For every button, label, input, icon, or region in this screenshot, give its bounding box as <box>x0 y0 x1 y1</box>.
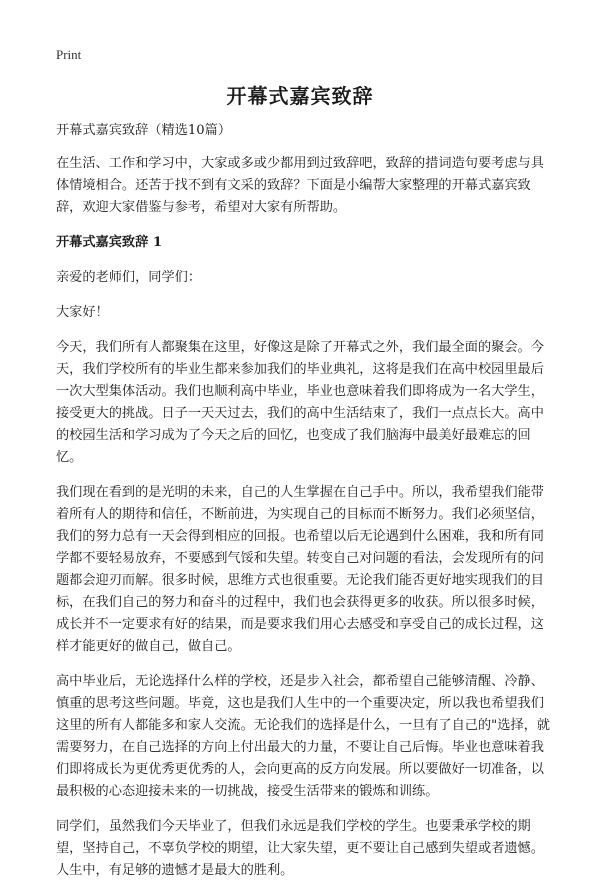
section-heading: 开幕式嘉宾致辞 1 <box>56 235 163 250</box>
document-body <box>56 120 554 882</box>
body-paragraph: 同学们，虽然我们今天毕业了，但我们永远是我们学校的学生。也要秉承学校的期望，坚持自己，不辜负学校的期望，让大家失望，更不要让自己感到失望或者遗憾。人生中，有足够的遗憾才是最大的胜利。 <box>56 819 544 878</box>
intro-paragraph: 在生活、工作和学习中，大家或多或少都用到过致辞吧，致辞的措词造句要考虑与具体情境相合。还苦于找不到有文采的致辞？下面是小编帮大家整理的开幕式嘉宾致辞，欢迎大家借鉴与参考，希望对大家有所帮助。 <box>56 156 544 215</box>
body-paragraph: 高中毕业后，无论选择什么样的学校，还是步入社会，都希望自己能够清醒、冷静、慎重的思考这些问题。毕竟，这也是我们人生中的一个重要决定，所以我也希望我们这里的所有人都能多和家人交流。无论我们的选择是什么，一旦有了自己的"选择，就需要努力，在自己选择的方向上付出最大的力量，不要让自己后悔。毕业也意味着我们即将成长为更优秀更优秀的人，会向更高的反方向发展。所以要做好一切准备，以最积极的心态迎接未来的一切挑战，接受生活带来的锻炼和训练。 <box>56 674 550 799</box>
body-paragraph: 我们现在看到的是光明的未来，自己的人生掌握在自己手中。所以，我希望我们能带着所有人的期待和信任，不断前进，为实现自己的目标而不断努力。我们必须坚信，我们的努力总有一天会得到相应的回报。也希望以后无论遇到什么困难，我和所有同学都不要轻易放弃，不要感到气馁和失望。转变自己对问题的看法，会发现所有的问题都会迎刃而解。很多时候，思维方式也很重要。无论我们能否更好地实现我们的目标，在我们自己的努力和奋斗的过程中，我们也会获得更多的收获。所以很多时候，成长并不一定要求有好的结果，而是要求我们用心去感受和享受自己的成长过程，这样才能更好的做自己，做自己。 <box>56 485 544 654</box>
page-title: 开幕式嘉宾致辞 <box>226 84 374 108</box>
document-subtitle: 开幕式嘉宾致辞（精选10篇） <box>56 123 232 138</box>
body-paragraph: 今天，我们所有人都聚集在这里，好像这是除了开幕式之外，我们最全面的聚会。今天，我们学校所有的毕业生都来参加我们的毕业典礼，这将是我们在高中校园里最后一次大型集体活动。我们也顺利高中毕业，毕业也意味着我们即将成为一名大学生，接受更大的挑战。日子一天天过去，我们的高中生活结束了，我们一点点长大。高中的校园生活和学习成为了今天之后的回忆，也变成了我们脑海中最美好最难忘的回忆。 <box>56 340 544 465</box>
greeting: 大家好！ <box>56 305 109 320</box>
print-link[interactable]: Print <box>56 47 82 62</box>
salutation: 亲爱的老师们，同学们： <box>56 270 202 285</box>
